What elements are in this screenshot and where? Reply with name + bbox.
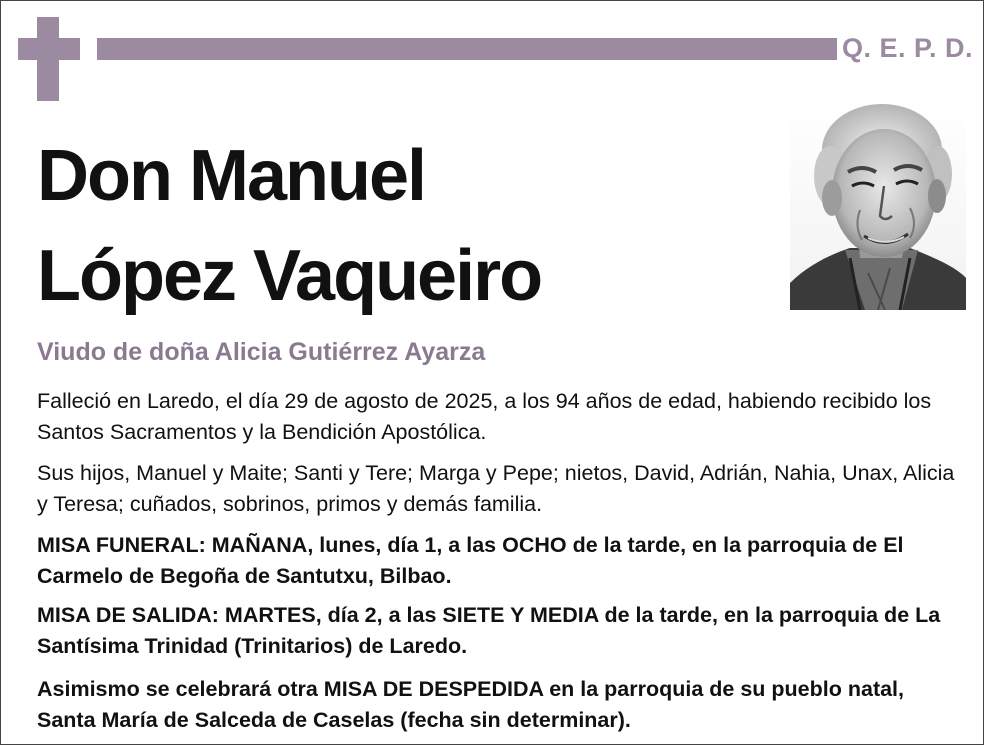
portrait-photo (790, 98, 966, 310)
deceased-name-line1: Don Manuel (37, 136, 425, 216)
funeral-mass-paragraph: MISA FUNERAL: MAÑANA, lunes, día 1, a las OCHO de la tarde, en la parroquia de El Carmelo de Begoña de Santutxu, Bilbao. (37, 533, 904, 588)
family-paragraph: Sus hijos, Manuel y Maite; Santi y Tere; Marga y Pepe; nietos, David, Adrián, Nahia, Unax, Alicia y Teresa; cuñados, sobrinos, primos y demás familia. (37, 461, 955, 516)
farewell-mass-paragraph: Asimismo se celebrará otra MISA DE DESPEDIDA en la parroquia de su pueblo natal, Santa María de Salceda de Caselas (fecha sin determinar). (37, 677, 905, 732)
header-rule (97, 38, 837, 60)
cross-icon-horizontal (18, 38, 80, 60)
departure-mass-paragraph: MISA DE SALIDA: MARTES, día 2, a las SIETE Y MEDIA de la tarde, en la parroquia de La Santísima Trinidad (Trinitarios) de Laredo. (37, 603, 941, 658)
deceased-name-line2: López Vaqueiro (37, 236, 542, 316)
qepd-label: Q. E. P. D. (842, 33, 974, 63)
widow-subtitle: Viudo de doña Alicia Gutiérrez Ayarza (37, 338, 486, 366)
death-notice-paragraph: Falleció en Laredo, el día 29 de agosto de 2025, a los 94 años de edad, habiendo recibido los Santos Sacramentos y la Bendición Apostólica. (37, 389, 932, 444)
